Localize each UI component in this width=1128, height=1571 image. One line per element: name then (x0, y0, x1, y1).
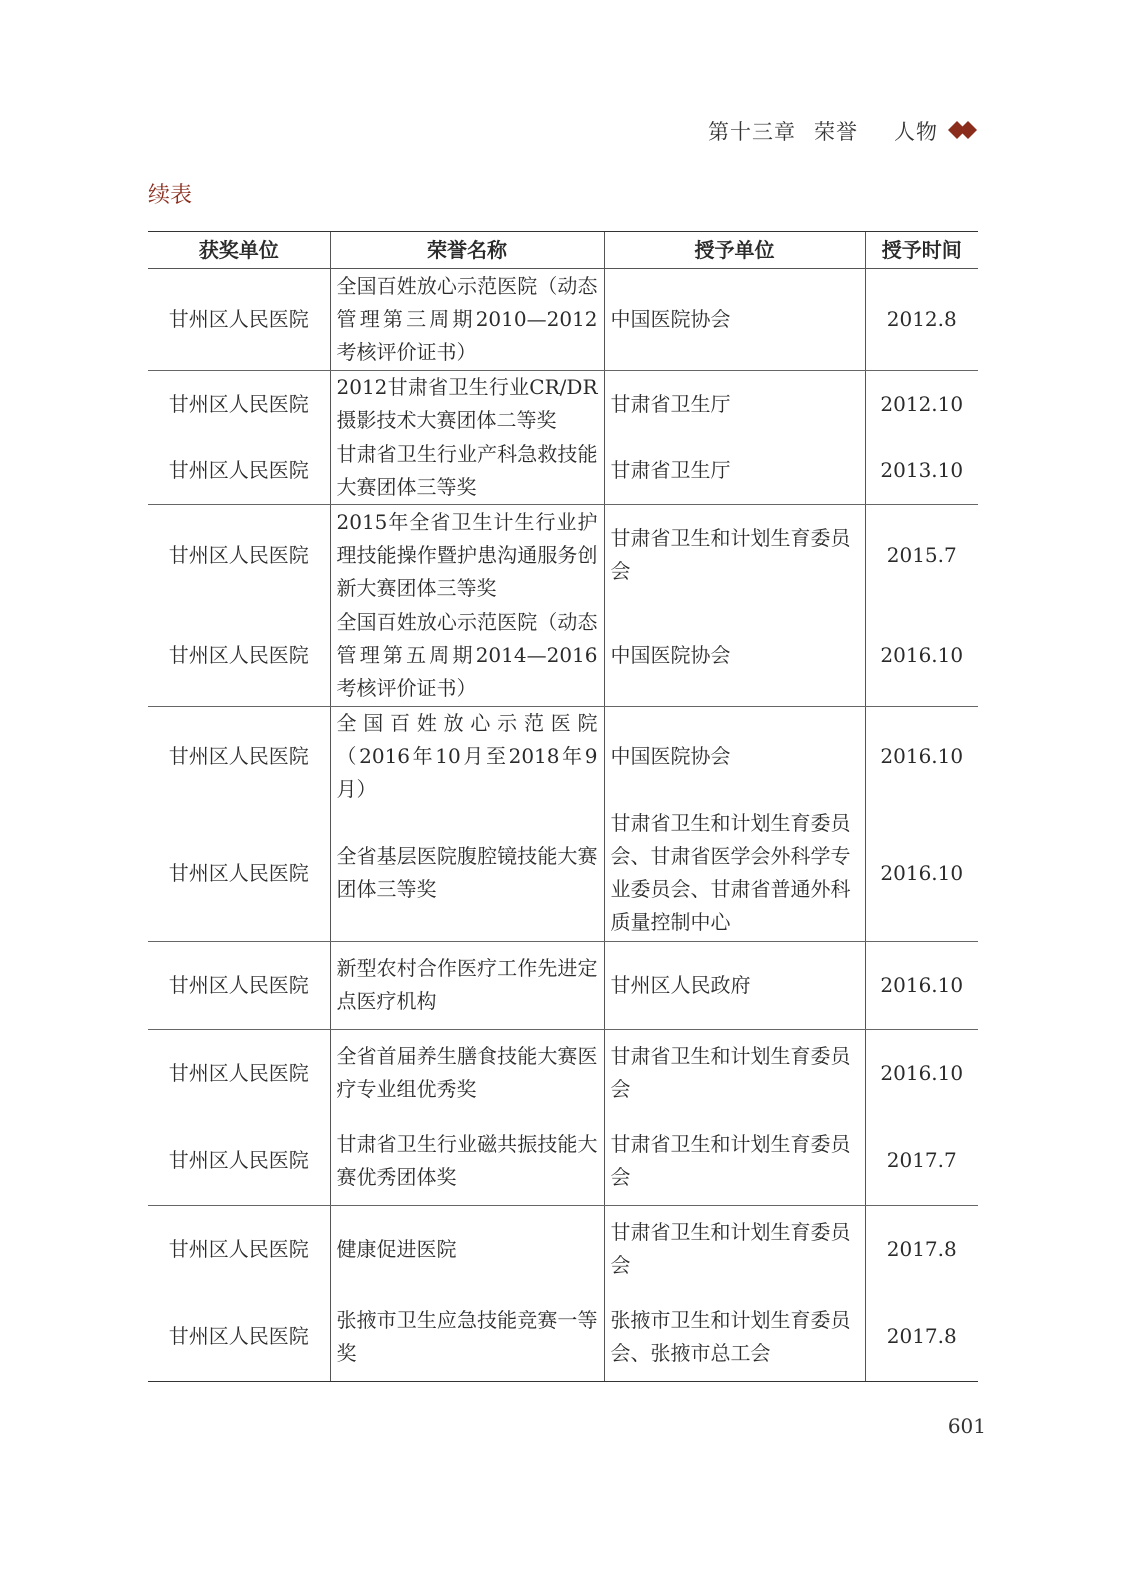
column-header-unit: 获奖单位 (148, 232, 330, 269)
section-label-b: 人物 (894, 120, 938, 144)
cell-date: 2016.10 (865, 707, 978, 807)
cell-unit: 甘州区人民医院 (148, 269, 330, 371)
cell-honor-name: 全省首届养生膳食技能大赛医疗专业组优秀奖 (330, 1029, 604, 1117)
cell-honor-name: 全国百姓放心示范医院（动态管理第五周期2014—2016考核评价证书） (330, 606, 604, 707)
page-number: 601 (947, 1414, 986, 1438)
honors-table (148, 231, 978, 1382)
table-row (148, 1029, 978, 1117)
cell-grantor: 甘肃省卫生和计划生育委员会、甘肃省医学会外科学专业委员会、甘肃省普通外科质量控制中心 (604, 806, 865, 941)
table-row (148, 269, 978, 371)
cell-unit: 甘州区人民医院 (168, 1060, 309, 1085)
cell-grantor: 张掖市卫生和计划生育委员会、张掖市总工会 (604, 1293, 865, 1381)
cell-honor-name: 全国百姓放心示范医院（动态管理第三周期2010—2012考核评价证书） (330, 269, 604, 371)
cell-grantor: 中国医院协会 (604, 269, 865, 371)
cell-unit: 甘州区人民医院 (168, 542, 309, 567)
cell-honor-name: 2015年全省卫生计生行业护理技能操作暨护患沟通服务创新大赛团体三等奖 (330, 505, 604, 606)
cell-date: 2013.10 (865, 438, 978, 505)
cell-unit: 甘州区人民医院 (148, 941, 330, 1029)
column-header-date: 授予时间 (865, 232, 978, 269)
cell-unit: 甘州区人民医院 (168, 744, 309, 768)
cell-date: 2012.8 (865, 269, 978, 371)
chapter-label: 第十三章 (708, 120, 796, 144)
cell-date: 2016.10 (865, 806, 978, 941)
running-header (708, 116, 938, 146)
cell-unit: 甘州区人民医院 (168, 1236, 309, 1261)
cell-date: 2017.8 (865, 1205, 978, 1293)
cell-grantor: 甘肃省卫生和计划生育委员会 (604, 1205, 865, 1293)
cell-honor-name: 张掖市卫生应急技能竞赛一等奖 (330, 1293, 604, 1381)
cell-date: 2015.7 (865, 505, 978, 606)
cell-honor-name: 健康促进医院 (330, 1205, 604, 1293)
cell-unit: 甘州区人民医院 (148, 806, 330, 941)
cell-honor-name: 新型农村合作医疗工作先进定点医疗机构 (330, 941, 604, 1029)
table-row (148, 1205, 978, 1293)
cell-date: 2017.8 (865, 1293, 978, 1381)
cell-honor-name: 2012甘肃省卫生行业CR/DR摄影技术大赛团体二等奖 (330, 371, 604, 438)
table-row (148, 606, 978, 707)
cell-unit: 甘州区人民医院 (168, 391, 309, 416)
cell-grantor: 甘肃省卫生厅 (604, 371, 865, 438)
cell-honor-name: 全国百姓放心示范医院（2016年10月至2018年9月） (330, 707, 604, 807)
table-row (148, 1117, 978, 1205)
cell-honor-name: 甘肃省卫生行业产科急救技能大赛团体三等奖 (330, 438, 604, 505)
cell-date: 2017.7 (865, 1117, 978, 1205)
cell-grantor: 中国医院协会 (604, 707, 865, 807)
cell-unit: 甘州区人民医院 (148, 1293, 330, 1381)
table-header-row (148, 232, 978, 269)
cell-unit: 甘州区人民医院 (148, 438, 330, 505)
cell-date: 2016.10 (865, 606, 978, 707)
table-row (148, 505, 978, 606)
cell-date: 2016.10 (865, 1029, 978, 1117)
table-row (148, 806, 978, 941)
cell-unit: 甘州区人民医院 (148, 606, 330, 707)
table-row (148, 371, 978, 438)
cell-grantor: 甘肃省卫生厅 (604, 438, 865, 505)
table-row (148, 941, 978, 1029)
continued-table-label: 续表 (148, 183, 193, 208)
cell-grantor: 甘肃省卫生和计划生育委员会 (604, 1117, 865, 1205)
table-row (148, 438, 978, 505)
table-row (148, 1293, 978, 1381)
diamond-ornament-icon (948, 118, 978, 142)
cell-unit: 甘州区人民医院 (148, 1117, 330, 1205)
column-header-honor-name: 荣誉名称 (330, 232, 604, 269)
cell-grantor: 中国医院协会 (604, 606, 865, 707)
cell-date: 2016.10 (865, 941, 978, 1029)
cell-honor-name: 甘肃省卫生行业磁共振技能大赛优秀团体奖 (330, 1117, 604, 1205)
cell-grantor: 甘州区人民政府 (604, 941, 865, 1029)
cell-grantor: 甘肃省卫生和计划生育委员会 (604, 1029, 865, 1117)
cell-honor-name: 全省基层医院腹腔镜技能大赛团体三等奖 (330, 806, 604, 941)
cell-grantor: 甘肃省卫生和计划生育委员会 (604, 505, 865, 606)
cell-date: 2012.10 (865, 371, 978, 438)
section-label-a: 荣誉 (814, 120, 858, 144)
table-row (148, 707, 978, 807)
column-header-grantor: 授予单位 (604, 232, 865, 269)
